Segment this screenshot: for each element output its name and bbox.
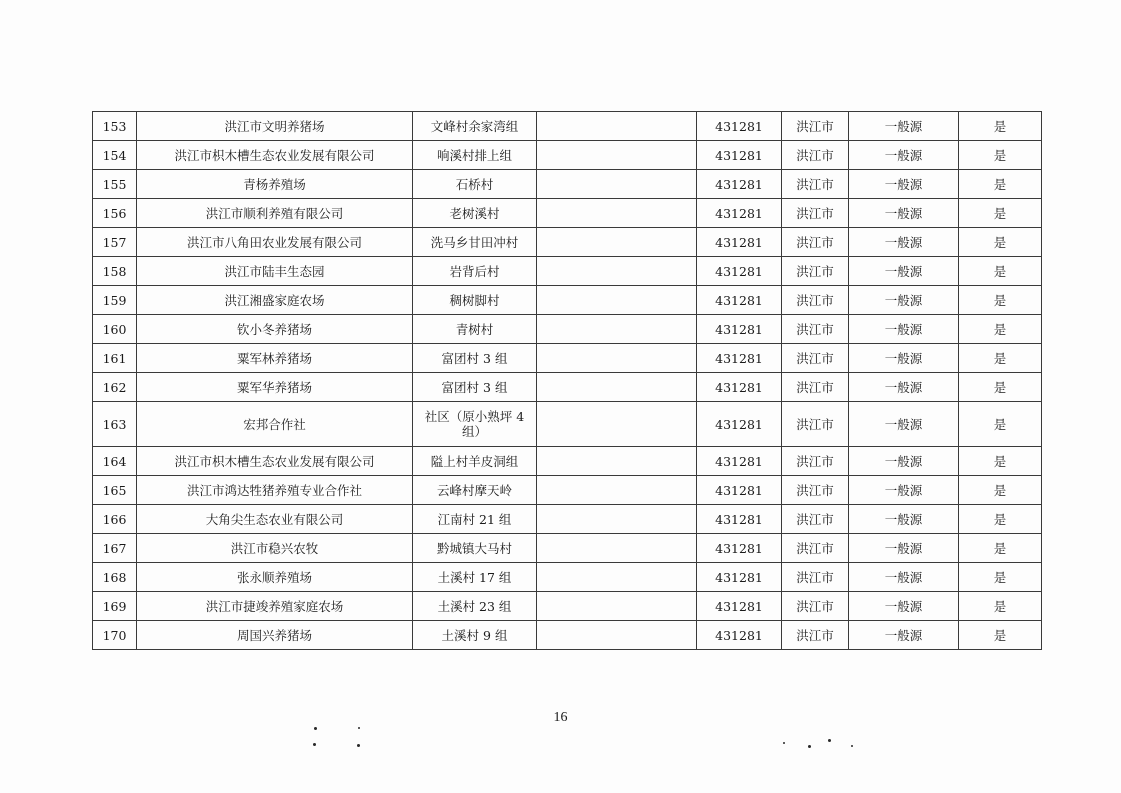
flag-cell: 是 — [959, 447, 1042, 476]
flag-cell: 是 — [959, 112, 1042, 141]
location-cell: 社区（原小熟坪 4 组） — [413, 402, 537, 447]
row-number-cell: 166 — [93, 505, 137, 534]
area-code-cell: 431281 — [697, 476, 782, 505]
table-row — [93, 563, 1042, 592]
empty-cell — [537, 592, 697, 621]
table-row — [93, 170, 1042, 199]
facility-name-cell: 粟军华养猪场 — [137, 373, 413, 402]
table-row — [93, 199, 1042, 228]
page-number: 16 — [553, 710, 568, 725]
empty-cell — [537, 447, 697, 476]
table-body — [93, 112, 1042, 650]
location-cell: 富团村 3 组 — [413, 344, 537, 373]
area-code-cell: 431281 — [697, 257, 782, 286]
table-row — [93, 592, 1042, 621]
location-cell: 洗马乡甘田冲村 — [413, 228, 537, 257]
city-cell: 洪江市 — [782, 373, 849, 402]
area-code-cell: 431281 — [697, 373, 782, 402]
facility-name-cell: 张永顺养殖场 — [137, 563, 413, 592]
facility-name-cell: 宏邦合作社 — [137, 402, 413, 447]
area-code-cell: 431281 — [697, 447, 782, 476]
empty-cell — [537, 563, 697, 592]
table-row — [93, 373, 1042, 402]
flag-cell: 是 — [959, 621, 1042, 650]
flag-cell: 是 — [959, 476, 1042, 505]
source-type-cell: 一般源 — [849, 141, 959, 170]
empty-cell — [537, 141, 697, 170]
row-number-cell: 153 — [93, 112, 137, 141]
location-cell: 文峰村余家湾组 — [413, 112, 537, 141]
flag-cell: 是 — [959, 534, 1042, 563]
scan-speck — [357, 744, 360, 747]
scan-speck — [313, 743, 316, 746]
scan-speck — [828, 739, 831, 742]
facility-table — [92, 111, 1042, 650]
area-code-cell: 431281 — [697, 199, 782, 228]
source-type-cell: 一般源 — [849, 563, 959, 592]
city-cell: 洪江市 — [782, 563, 849, 592]
source-type-cell: 一般源 — [849, 402, 959, 447]
flag-cell: 是 — [959, 344, 1042, 373]
city-cell: 洪江市 — [782, 112, 849, 141]
table-row — [93, 447, 1042, 476]
flag-cell: 是 — [959, 286, 1042, 315]
area-code-cell: 431281 — [697, 534, 782, 563]
facility-name-cell: 洪江市陆丰生态园 — [137, 257, 413, 286]
empty-cell — [537, 534, 697, 563]
location-cell: 隘上村羊皮洞组 — [413, 447, 537, 476]
location-cell: 富团村 3 组 — [413, 373, 537, 402]
city-cell: 洪江市 — [782, 141, 849, 170]
location-cell: 黔城镇大马村 — [413, 534, 537, 563]
source-type-cell: 一般源 — [849, 228, 959, 257]
scan-speck — [314, 727, 317, 730]
flag-cell: 是 — [959, 315, 1042, 344]
table-row — [93, 344, 1042, 373]
area-code-cell: 431281 — [697, 141, 782, 170]
facility-name-cell: 洪江湘盛家庭农场 — [137, 286, 413, 315]
city-cell: 洪江市 — [782, 228, 849, 257]
facility-name-cell: 钦小冬养猪场 — [137, 315, 413, 344]
location-cell: 云峰村摩天岭 — [413, 476, 537, 505]
row-number-cell: 160 — [93, 315, 137, 344]
facility-name-cell: 青杨养殖场 — [137, 170, 413, 199]
empty-cell — [537, 112, 697, 141]
table-row — [93, 228, 1042, 257]
scan-speck — [783, 742, 785, 744]
row-number-cell: 169 — [93, 592, 137, 621]
area-code-cell: 431281 — [697, 621, 782, 650]
flag-cell: 是 — [959, 563, 1042, 592]
facility-name-cell: 洪江市文明养猪场 — [137, 112, 413, 141]
location-cell: 岩背后村 — [413, 257, 537, 286]
source-type-cell: 一般源 — [849, 534, 959, 563]
city-cell: 洪江市 — [782, 170, 849, 199]
city-cell: 洪江市 — [782, 257, 849, 286]
city-cell: 洪江市 — [782, 447, 849, 476]
source-type-cell: 一般源 — [849, 199, 959, 228]
flag-cell: 是 — [959, 402, 1042, 447]
flag-cell: 是 — [959, 170, 1042, 199]
empty-cell — [537, 228, 697, 257]
row-number-cell: 167 — [93, 534, 137, 563]
empty-cell — [537, 344, 697, 373]
scan-speck — [358, 727, 360, 729]
empty-cell — [537, 170, 697, 199]
row-number-cell: 159 — [93, 286, 137, 315]
city-cell: 洪江市 — [782, 199, 849, 228]
area-code-cell: 431281 — [697, 592, 782, 621]
flag-cell: 是 — [959, 257, 1042, 286]
table-row — [93, 402, 1042, 447]
flag-cell: 是 — [959, 141, 1042, 170]
facility-name-cell: 周国兴养猪场 — [137, 621, 413, 650]
flag-cell: 是 — [959, 228, 1042, 257]
location-cell: 江南村 21 组 — [413, 505, 537, 534]
flag-cell: 是 — [959, 592, 1042, 621]
row-number-cell: 156 — [93, 199, 137, 228]
location-cell: 老树溪村 — [413, 199, 537, 228]
empty-cell — [537, 315, 697, 344]
row-number-cell: 164 — [93, 447, 137, 476]
facility-name-cell: 洪江市八角田农业发展有限公司 — [137, 228, 413, 257]
city-cell: 洪江市 — [782, 286, 849, 315]
facility-name-cell: 洪江市鸿达牲猪养殖专业合作社 — [137, 476, 413, 505]
row-number-cell: 154 — [93, 141, 137, 170]
flag-cell: 是 — [959, 199, 1042, 228]
area-code-cell: 431281 — [697, 170, 782, 199]
facility-name-cell: 洪江市枳木槽生态农业发展有限公司 — [137, 447, 413, 476]
area-code-cell: 431281 — [697, 286, 782, 315]
location-cell: 土溪村 9 组 — [413, 621, 537, 650]
location-cell: 土溪村 17 组 — [413, 563, 537, 592]
source-type-cell: 一般源 — [849, 112, 959, 141]
facility-name-cell: 洪江市稳兴农牧 — [137, 534, 413, 563]
table-row — [93, 257, 1042, 286]
table-row — [93, 534, 1042, 563]
city-cell: 洪江市 — [782, 402, 849, 447]
table-row — [93, 505, 1042, 534]
row-number-cell: 161 — [93, 344, 137, 373]
table-row — [93, 286, 1042, 315]
facility-name-cell: 洪江市捷竣养殖家庭农场 — [137, 592, 413, 621]
location-cell: 石桥村 — [413, 170, 537, 199]
table-row — [93, 112, 1042, 141]
city-cell: 洪江市 — [782, 505, 849, 534]
table-row — [93, 476, 1042, 505]
source-type-cell: 一般源 — [849, 447, 959, 476]
city-cell: 洪江市 — [782, 315, 849, 344]
city-cell: 洪江市 — [782, 592, 849, 621]
table-row — [93, 621, 1042, 650]
city-cell: 洪江市 — [782, 344, 849, 373]
row-number-cell: 163 — [93, 402, 137, 447]
source-type-cell: 一般源 — [849, 315, 959, 344]
facility-name-cell: 粟军林养猪场 — [137, 344, 413, 373]
table-row — [93, 315, 1042, 344]
facility-name-cell: 洪江市顺利养殖有限公司 — [137, 199, 413, 228]
empty-cell — [537, 621, 697, 650]
empty-cell — [537, 199, 697, 228]
table-row — [93, 141, 1042, 170]
source-type-cell: 一般源 — [849, 373, 959, 402]
source-type-cell: 一般源 — [849, 505, 959, 534]
row-number-cell: 162 — [93, 373, 137, 402]
empty-cell — [537, 402, 697, 447]
source-type-cell: 一般源 — [849, 476, 959, 505]
area-code-cell: 431281 — [697, 112, 782, 141]
location-cell: 青树村 — [413, 315, 537, 344]
row-number-cell: 158 — [93, 257, 137, 286]
source-type-cell: 一般源 — [849, 344, 959, 373]
row-number-cell: 165 — [93, 476, 137, 505]
source-type-cell: 一般源 — [849, 592, 959, 621]
city-cell: 洪江市 — [782, 534, 849, 563]
location-cell: 稠树脚村 — [413, 286, 537, 315]
row-number-cell: 170 — [93, 621, 137, 650]
flag-cell: 是 — [959, 373, 1042, 402]
empty-cell — [537, 373, 697, 402]
area-code-cell: 431281 — [697, 563, 782, 592]
flag-cell: 是 — [959, 505, 1042, 534]
area-code-cell: 431281 — [697, 344, 782, 373]
city-cell: 洪江市 — [782, 476, 849, 505]
facility-name-cell: 洪江市枳木槽生态农业发展有限公司 — [137, 141, 413, 170]
empty-cell — [537, 257, 697, 286]
empty-cell — [537, 505, 697, 534]
location-cell: 响溪村排上组 — [413, 141, 537, 170]
source-type-cell: 一般源 — [849, 257, 959, 286]
source-type-cell: 一般源 — [849, 170, 959, 199]
area-code-cell: 431281 — [697, 402, 782, 447]
row-number-cell: 157 — [93, 228, 137, 257]
area-code-cell: 431281 — [697, 228, 782, 257]
source-type-cell: 一般源 — [849, 286, 959, 315]
empty-cell — [537, 476, 697, 505]
empty-cell — [537, 286, 697, 315]
city-cell: 洪江市 — [782, 621, 849, 650]
row-number-cell: 155 — [93, 170, 137, 199]
area-code-cell: 431281 — [697, 505, 782, 534]
row-number-cell: 168 — [93, 563, 137, 592]
location-cell: 土溪村 23 组 — [413, 592, 537, 621]
facility-name-cell: 大角尖生态农业有限公司 — [137, 505, 413, 534]
scan-speck — [851, 745, 853, 747]
area-code-cell: 431281 — [697, 315, 782, 344]
scan-speck — [808, 745, 811, 748]
source-type-cell: 一般源 — [849, 621, 959, 650]
